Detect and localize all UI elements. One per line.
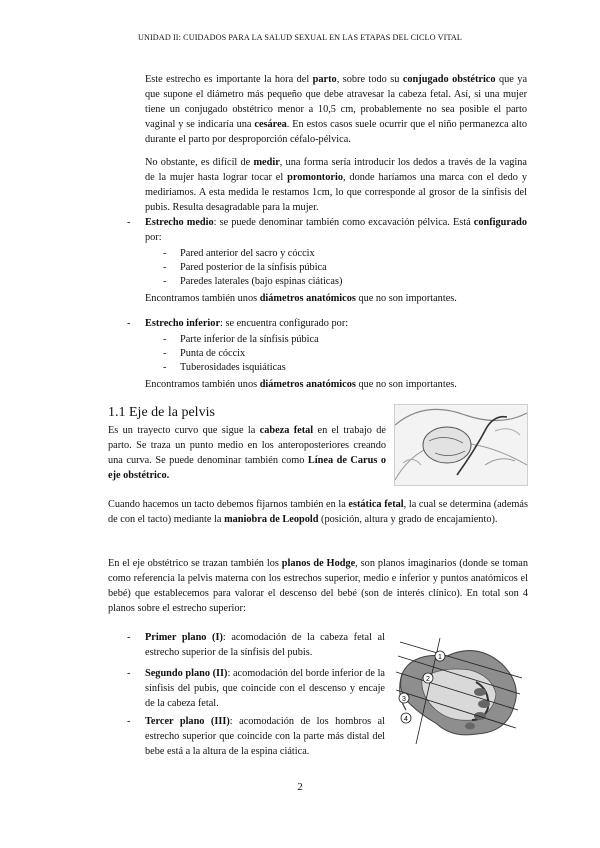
- pelvis-axis-illustration: [395, 405, 527, 485]
- plano-2: Segundo plano (II): acomodación del borde inferior de la sínfisis del pubis, que coincide con el descenso y encaje de la cabeza fetal.: [145, 668, 386, 709]
- plane-label: 3: [402, 696, 406, 703]
- paragraph-eje: Es un trayecto curvo que sigue la cabeza fetal en el trabajo de parto. Se traza un punto medio en los anteroposteriores creando una curva. Se puede denominar también como Línea de Carus o eje obstétrico.: [108, 425, 386, 481]
- section-title: 1.1 Eje de la pelvis: [108, 405, 215, 420]
- pelvis-axis-figure: [394, 404, 528, 486]
- page-header: UNIDAD II: CUIDADOS PARA LA SALUD SEXUAL EN LAS ETAPAS DEL CICLO VITAL: [137, 33, 463, 42]
- plano-1: Primer plano (I): acomodación de la cabeza fetal al estrecho superior de la sínfisis del pubis.: [145, 632, 385, 658]
- paragraph-medir: No obstante, es difícil de medir, una forma sería introducir los dedos a través de la vagina de la mujer hasta lograr tocar el promontorio, donde haríamos una marca con el dedo y mediríamos. A esta medida le restamos 1cm, lo que corresponde al grosor de la sínfisis del pubis. Resulta desagradable para la mujer.: [145, 157, 528, 213]
- list-item: - Tuberosidades isquiáticas: [163, 362, 286, 373]
- plane-label: 2: [426, 676, 430, 683]
- list-item: - Pared posterior de la sínfisis púbica: [163, 262, 327, 273]
- plane-label: 1: [438, 654, 442, 661]
- estrecho-inferior: Estrecho inferior: se encuentra configurado por:: [145, 318, 349, 329]
- medio-list: [163, 247, 510, 289]
- plano-3: Tercer plano (III): acomodación de los hombros al estrecho superior que coincide con la parte más distal del bebe está a la altura de la espina ciática.: [145, 716, 385, 757]
- inferior-list: [163, 333, 510, 375]
- estrecho-medio: Estrecho medio: se puede denominar también como excavación pélvica. Está configurado por:: [145, 217, 527, 243]
- list-item: - Parte inferior de la sínfisis púbica: [163, 334, 319, 345]
- list-item: - Pared anterior del sacro y cóccix: [163, 248, 315, 259]
- note-diametros: Encontramos también unos diámetros anatómicos que no son importantes.: [145, 293, 457, 304]
- bullet-dash: -: [127, 632, 131, 643]
- bullet-dash: -: [127, 716, 131, 727]
- hodge-pelvis-illustration: [392, 634, 527, 746]
- hodge-planes-figure: [392, 634, 527, 746]
- list-item: - Paredes laterales (bajo espinas ciáticas): [163, 276, 343, 287]
- page-number: 2: [297, 781, 303, 793]
- bullet-dash: -: [127, 217, 131, 228]
- paragraph-conjugado: Este estrecho es importante la hora del parto, sobre todo su conjugado obstétrico que ya que supone el diámetro más pequeño que debe atravesar la cabeza fetal. Así, si una mujer tiene un conjugado obstétrico menor a 10,5 cm, probablemente no sea posible el parto vaginal y se indicaría una cesárea. En estos casos suele ocurrir que el niño permanezca alto durante el parto por desproporción céfalo-pélvica.: [145, 74, 528, 145]
- plane-label: 4: [404, 716, 408, 723]
- bullet-dash: -: [127, 668, 131, 679]
- bullet-dash: -: [127, 318, 131, 329]
- paragraph-hodge: En el eje obstétrico se trazan también los planos de Hodge, son planos imaginarios (donde se toman como referencia la pelvis materna con los estrechos superior, medio e inferior y puntos anatómicos el bebé) que establecemos para valorar el descenso del bebé (son de interés clínico). En total son 4 planos sobre el estrecho superior:: [108, 558, 529, 614]
- list-item: - Punta de cóccix: [163, 348, 246, 359]
- note-diametros: Encontramos también unos diámetros anatómicos que no son importantes.: [145, 379, 457, 390]
- paragraph-tacto: Cuando hacemos un tacto debemos fijarnos también en la estática fetal, la cual se determina (además de con el tacto) mediante la maniobra de Leopold (posición, altura y grado de encajamiento).: [108, 499, 528, 525]
